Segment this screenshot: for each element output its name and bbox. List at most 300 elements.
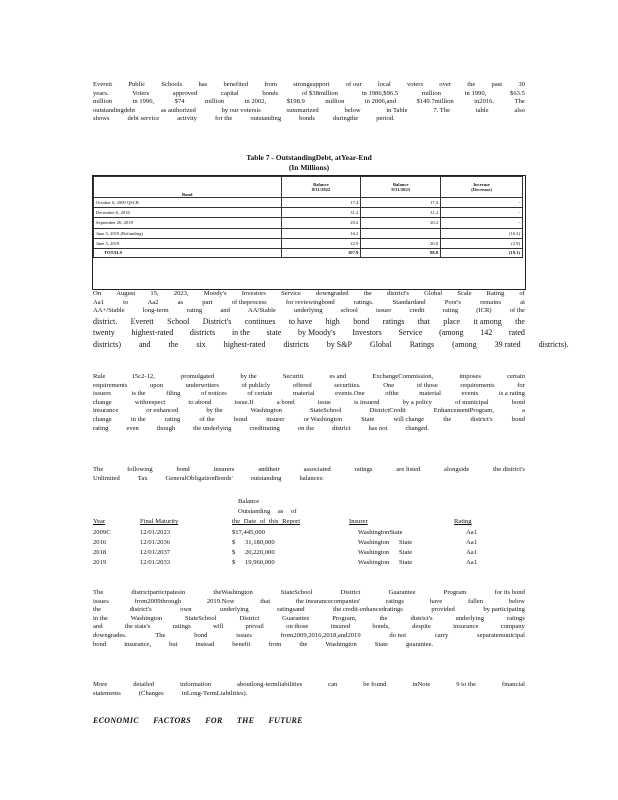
word-group: ofthe [385,390,399,398]
word-group: theWashington [213,589,253,596]
word-group: StateSchool [280,589,313,596]
word-group: in 2006,and [364,98,396,106]
word-group: inLong-TermLiabilities). [181,689,248,697]
word-group: by a policy [402,398,432,406]
insurer-cell-maturity: 12/01/2036 [140,539,171,546]
paragraph-line [93,466,525,475]
paragraph-line [93,390,525,399]
word-group: years. [93,89,109,97]
word-group: outstanding [250,115,282,123]
paragraph-line [93,399,525,408]
cell-b2023 [361,228,441,238]
word-group: Securiti [282,373,304,380]
word-group: school [340,307,358,315]
word-group: six [196,339,206,349]
word-group: of theprocess [231,298,267,306]
word-group: though [156,424,176,432]
word-group: rating [186,307,203,315]
insurer-cell-maturity: 12/01/2033 [140,559,171,566]
word-group: Washington [325,640,357,648]
col-rating: Rating [454,518,472,525]
word-group: own [180,606,192,614]
word-group: bond [511,398,525,406]
paragraph-line [93,475,525,484]
paragraph-line [93,98,525,107]
outstanding-debt-table [93,176,523,258]
word-group: prevail [245,623,264,631]
col-year: Year [93,518,106,525]
word-group: events.One [335,390,365,398]
word-group: August [116,290,136,297]
word-group: District [340,589,361,596]
word-group: statements [93,689,121,697]
word-group: in 1986,$96.5 [361,89,399,97]
cell-b2023: 20.2 [361,218,441,228]
word-group: ratings [386,597,404,605]
word-group: imposes [459,373,481,380]
word-group: in 1996, [132,98,155,106]
paragraph-line [93,90,525,99]
insurer-cell-rating: Aa1 [466,529,477,536]
word-group: of municipal [455,398,489,406]
table-body [94,198,523,249]
word-group: also [514,106,525,114]
word-group: Washington [130,614,163,622]
paragraph-line [93,290,525,299]
word-group: districts [189,328,216,338]
word-group: the underlying [193,424,232,432]
word-group: from [268,640,282,648]
table-row [94,238,523,248]
word-group: of publicly [241,381,271,389]
word-group: StateSchool [309,407,342,415]
col-insurer: Insurer [349,518,368,525]
word-group: outstanding [250,474,282,482]
word-group: DistrictCredit [369,407,406,415]
table-header-row [94,177,523,198]
word-group: has [198,81,208,88]
paragraph-line [93,316,525,328]
guarantee-paragraph [93,589,525,649]
insurer-cell-year: 2018 [93,549,107,556]
word-group: Service [398,328,423,338]
word-group: 142 [480,328,493,338]
word-group: place [443,316,461,326]
paragraph-line [93,623,525,632]
word-group: of [519,290,525,297]
word-group: issue [317,398,331,406]
word-group: it among [473,316,502,326]
word-group: 7. The [433,106,451,114]
word-group: that [260,597,271,605]
word-group: Public [128,81,146,88]
totals-row [94,248,523,257]
word-group: in 2002, [244,98,267,106]
word-group: District's [202,316,232,326]
cell-b2022: 22.9 [281,238,361,248]
header-increase [441,177,523,198]
word-group: million [93,98,113,106]
word-group: the district's [493,466,525,473]
word-group: Poor's [444,298,461,306]
word-group: separatemunicipal [477,631,525,639]
word-group: offered [292,381,312,389]
word-group: bond [353,316,370,326]
word-group: The [514,98,525,106]
word-group: the insurancecompanies' [295,597,361,605]
word-group: bond [93,640,107,648]
cell-b2022: 31.2 [281,208,361,218]
word-group: twenty [93,328,115,338]
insurer-cell-balance: $ 31,180,000 [232,539,275,546]
word-group: strongsupport [293,81,330,88]
word-group: and [220,307,230,315]
header-balance-l1: Balance [238,498,260,505]
word-group: bond [511,415,525,423]
totals-change: (19.1) [441,248,523,257]
word-group: Investors [352,328,382,338]
word-group: for its bond [494,589,525,596]
word-group: to have [288,316,313,326]
word-group: as authorized [160,106,196,114]
cell-bond: June 5, 2019 [94,238,282,248]
word-group: by the [206,407,223,415]
word-group: on the [297,424,315,432]
word-group: instead [195,640,215,648]
word-group: of our [345,81,362,88]
word-group: will change [393,415,425,423]
word-group: inNote [412,681,431,688]
paragraph-line [93,425,525,434]
word-group: bonds, [372,623,390,631]
word-group: even [126,424,139,432]
word-group: the [515,316,525,326]
word-group: highest-rated [223,339,266,349]
word-group: the [93,606,102,614]
word-group: highest-rated [131,328,174,338]
insurer-cell-rating: Aa1 [466,539,477,546]
word-group: withrespect [134,398,166,406]
insurer-cell-rating: Aa1 [466,559,477,566]
word-group: credit [409,307,425,315]
totals-label: TOTALS [94,248,282,257]
word-group: from2009,2016,2018,and2019 [280,631,361,639]
word-group: is insured [354,398,380,406]
word-group: districts) [93,339,121,349]
paragraph-line [93,327,525,339]
cell-change: (16.2) [441,228,523,238]
word-group: or enhanced [146,407,179,415]
word-group: State [361,415,375,423]
word-group: at [520,298,525,306]
word-group: company [500,623,525,631]
intro-paragraph [93,81,525,124]
more-paragraph [93,681,525,698]
paragraph-line [93,373,525,382]
word-group: One [383,381,395,389]
word-group: Moody's [203,290,227,297]
word-group: benefited [223,81,248,88]
table-row [94,228,523,238]
word-group: changed. [405,424,429,432]
word-group: Global [369,339,392,349]
insurers-paragraph [93,466,525,483]
word-group: Program, [332,614,357,622]
table-row [94,208,523,218]
cell-b2023: 17.4 [361,198,441,208]
insurer-cell-year: 2009C [93,529,111,536]
word-group: period. [376,115,395,123]
word-group: have [429,597,443,605]
header-bond: Bond [94,177,282,198]
section-heading: ECONOMIC FACTORS FOR THE FUTURE [93,716,303,725]
word-group: in the [130,415,146,423]
word-group: continues [244,316,276,326]
word-group: will [212,623,224,631]
word-group: change [93,398,112,406]
word-group: Aa1 [93,298,104,306]
word-group: Rule [93,373,106,380]
word-group: district. [93,316,118,326]
word-group: duringthe [332,115,359,123]
word-group: to [123,298,129,306]
word-group: from [264,81,278,88]
word-group: AA+/Stable [93,307,125,315]
word-group: underlying [293,307,323,315]
header-balance-2023-l1: Balance [392,181,409,187]
word-group: of certain [247,390,273,398]
word-group: long-term [142,307,169,315]
word-group: rated [508,328,525,338]
word-group: insurer [266,415,285,423]
paragraph-line [93,339,569,351]
insurer-cell-rating: Aa1 [466,549,477,556]
word-group: that [417,316,430,326]
word-group: by Moody's [298,328,336,338]
word-group: Washington [250,407,282,415]
paragraph-line [93,115,525,124]
col-maturity: Final Maturity [140,518,179,525]
word-group: or Washington [303,415,342,423]
word-group: the [299,640,308,648]
word-group: material [419,390,441,398]
cell-change: - [441,208,523,218]
insurer-cell-insurer: WashingtonState [358,529,403,536]
word-group: underwriters [185,381,219,389]
paragraph-line [93,690,525,699]
rule-paragraph [93,373,525,433]
word-group: below [344,106,361,114]
word-group: issues [236,631,252,639]
word-group: despite [412,623,431,631]
word-group: the [363,290,372,297]
header-increase-l1: Increase [473,181,490,187]
insurer-cell-year: 2016 [93,539,107,546]
insurer-cell-maturity: 12/01/2023 [140,529,171,536]
word-group: district [332,424,351,432]
word-group: million [205,98,225,106]
word-group: remains [480,298,502,306]
word-group: State [374,640,388,648]
word-group: of notices [201,390,227,398]
word-group: and [93,623,103,631]
word-group: voters [406,81,424,88]
word-group: 2023, [173,290,189,297]
cell-change: - [441,198,523,208]
paragraph-line [93,407,525,416]
paragraph-line [93,416,525,425]
table-subtitle: (In Millions) [288,163,330,172]
insurer-cell-maturity: 12/01/2037 [140,549,171,556]
header-balance-2022-l1: Balance [313,181,329,187]
word-group: part [202,298,213,306]
cell-bond: September 26, 2018 [94,218,282,228]
word-group: Rating [486,290,505,297]
word-group: filing [166,390,181,398]
word-group: Everett [130,316,154,326]
word-group: insurance [93,407,119,415]
word-group: state [266,328,282,338]
word-group: underlying [220,606,249,614]
word-group: $74 [174,98,185,106]
word-group: Everett [93,81,113,88]
paragraph-line [93,81,525,90]
word-group: information [179,681,212,688]
header-balance-2022 [281,177,361,198]
word-group: district's [386,290,409,297]
word-group: issuers [93,390,111,398]
totals-2022: 107.9 [281,248,361,257]
word-group: StateSchool [185,614,217,622]
cell-change: (2.9) [441,238,523,248]
word-group: bond [176,466,190,473]
word-group: change [93,415,112,423]
word-group: ratings. [353,298,374,306]
insurer-cell-insurer: Washington State [358,559,413,566]
col-date: the Date of this Report [232,518,301,525]
word-group: issue.If [234,398,254,406]
header-balance-2023 [361,177,441,198]
word-group: bonds [299,115,315,123]
word-group: and [139,339,151,349]
word-group: Tax [137,474,148,482]
word-group: creditrating [249,424,280,432]
word-group: in the [231,328,250,338]
word-group: capital [221,89,239,97]
word-group: bond [194,631,208,639]
word-group: The [93,466,104,473]
word-group: in Table [386,106,408,114]
cell-b2023: 20.0 [361,238,441,248]
word-group: on those [286,623,309,631]
word-group: guarantee. [405,640,434,648]
word-group: districts [283,339,309,349]
cell-bond: October 6, 2009 QSCB [94,198,282,208]
word-group: (Changes [138,689,164,697]
word-group: securities. [334,381,361,389]
word-group: ratings [354,466,373,473]
word-group: Guarantee [388,589,416,596]
word-group: material [293,390,315,398]
word-group: Investors [241,290,266,297]
word-group: in2016. [474,98,495,106]
word-group: shows [93,115,110,123]
word-group: associated [303,466,331,473]
word-group: 15, [150,290,159,297]
word-group: AA/Stable [248,307,276,315]
paragraph-line [93,382,525,391]
word-group: $198.9 [286,98,305,106]
word-group: underlying [455,614,485,622]
word-group: $149.7million [416,98,454,106]
word-group: Global [424,290,443,297]
word-group: the state's [124,623,151,631]
paragraph-line [93,598,525,607]
table-row [94,198,523,208]
word-group: rating [93,424,109,432]
word-group: from2009through [134,597,182,605]
word-group: 15c2-12, [131,373,155,380]
insurer-cell-insurer: Washington State [358,539,413,546]
word-group: financial [501,681,525,688]
word-group: requirements [460,381,495,389]
totals-2023: 88.8 [361,248,441,257]
word-group: below [508,597,525,605]
word-group: debt service [127,115,160,123]
word-group: million [421,89,441,97]
word-group: benefit [232,640,251,648]
word-group: but [169,640,178,648]
insurer-cell-insurer: Washington State [358,549,413,556]
word-group: for reviewingbond [285,298,335,306]
word-group: local [377,81,391,88]
table-title: Table 7 - OutstandingDebt, atYear-End [246,153,372,162]
word-group: activity [177,115,197,123]
header-increase-l2: (Decrease) [471,187,492,192]
word-group: District [239,614,260,622]
word-group: issuer [376,307,392,315]
cell-b2022: 20.2 [281,218,361,228]
word-group: has not [368,424,388,432]
word-group: ratingsand [277,606,305,614]
word-group: fallen [467,597,483,605]
word-group: a bond [276,398,295,406]
word-group: summarized [286,106,319,114]
word-group: by participating [483,606,525,614]
word-group: Ratings [409,339,435,349]
word-group: Program [443,589,467,596]
word-group: following [127,466,153,473]
word-group: balances: [299,474,324,482]
word-group: over [439,81,452,88]
word-group: insurance, [124,640,152,648]
paragraph-line [93,107,525,116]
word-group: rating [442,307,459,315]
word-group: 39 rated [494,339,521,349]
paragraph-line [93,681,525,690]
word-group: ratings [382,316,405,326]
paragraph-line [93,606,525,615]
cell-b2022: 17.4 [281,198,361,208]
word-group: requirements [93,381,128,389]
word-group: Standardand [392,298,426,306]
word-group: The [155,631,166,639]
word-group: Voters [132,89,150,97]
word-group: On [93,290,102,297]
word-group: insurers [213,466,235,473]
word-group: aboutlong-termliabilities [237,681,303,688]
word-group: events [461,390,479,398]
